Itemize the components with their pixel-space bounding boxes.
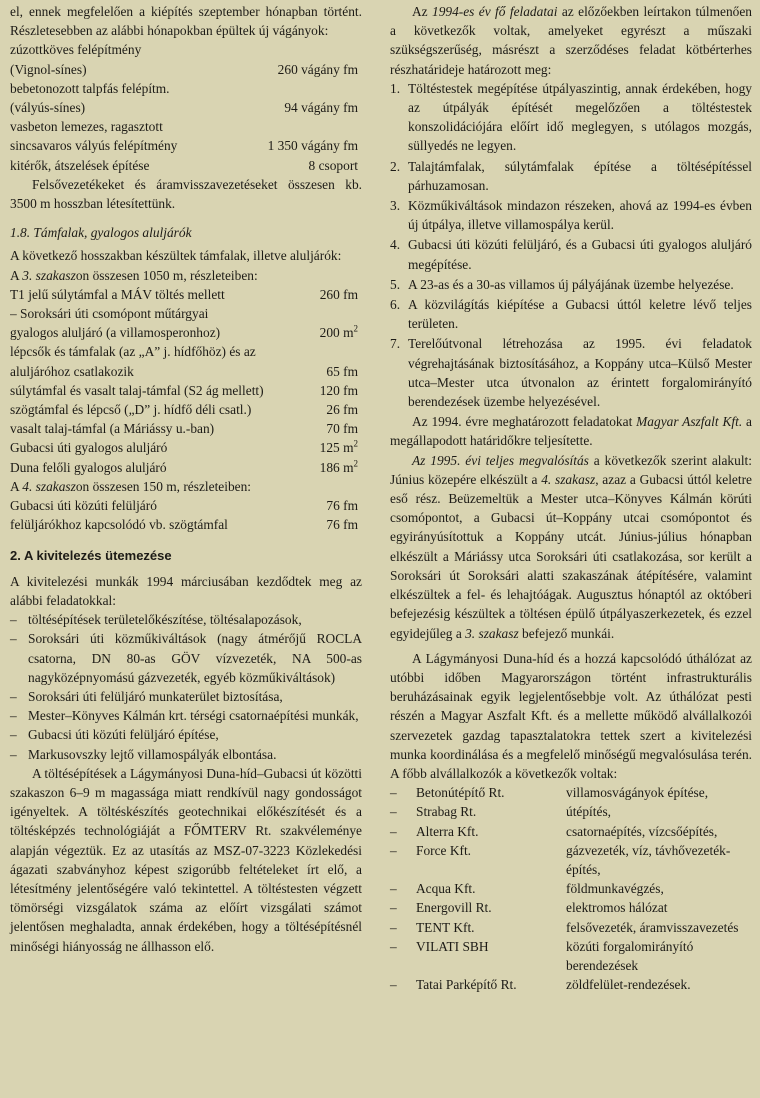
dash-marker: – <box>10 631 17 647</box>
dash-marker: – <box>10 688 17 704</box>
realization-1995-paragraph: Az 1995. évi teljes megvalósítás a következők szerint alakult: Június közepére elkészült a 4. szakasz, azaz a Gubacsi úttól keletre eső rész. Beüzemeltük a Mester utca–Könyves Kálmán körúti csomópontot, a Gubacsi út–Koppány utcai csomópontot és egyirányúsítottuk a Koppány utcát. Június-július hónapban elkészült a Máriássy utca Soroksári úti csatlakozása, sor került a Soroksári út Soroksári alatti szakaszának átépítésére, valamint elkészültek a fel- és lehajtóágak. Augusztus hónaptól az októberi befejezésig készültek a töltésen épülő útpályaszerkezetek, és ezzel egyidejűleg a 3. szakasz befejező munkái. <box>390 452 752 641</box>
track-row: sincsavaros vályús felépítmény 1 350 vágány fm <box>10 138 358 154</box>
wall-row: szögtámfal és lépcső („D” j. hídfő déli csatl.) 26 fm <box>10 402 358 418</box>
list-item: 1. Töltéstestek megépítése útpályaszintig, annak érdekében, hogy az útpályák építését megelőzően a töltéstestek konszolidációjára előírt idő meglegyen, s utólagos mozgás, süllyedés ne legyen. <box>390 80 752 154</box>
completion-1994-paragraph: Az 1994. évre meghatározott feladatokat Magyar Aszfalt Kft. a megállapodott határidőkre teljesítette. <box>390 414 753 449</box>
list-item: – Soroksári úti közműkiváltások (nagy átmérőjű ROCLA csatorna, DN 80-as GÖV vízvezeték, NA 500-as nagyközépnyomású gázvezeték, egyéb közműkiváltások) <box>10 631 362 685</box>
section-3-intro: A 3. szakaszon összesen 1050 m, részleteiben: <box>10 267 258 283</box>
wall-row: – Soroksári úti csomópont műtárgyai <box>10 306 209 322</box>
wall-row: lépcsők és támfalak (az „A” j. hídfőhöz) és az <box>10 344 256 360</box>
list-item: – töltésépítések területelőkészítése, töltésalapozások, <box>10 610 362 629</box>
list-item: – Markusovszky lejtő villamospályák elbontása. <box>10 745 362 764</box>
section-4-intro: A 4. szakaszon összesen 150 m, részleteiben: <box>10 478 252 494</box>
wall-row: Gubacsi úti gyalogos aluljáró 125 $m^2$ <box>10 439 358 456</box>
embankment-paragraph: A töltésépítések a Lágymányosi Duna-híd–Gubacsi út közötti szakaszon 6–9 m magassága miatt rendkívül nagy gondosságot igényeltek. A töltéskészítés geotechnikai előkészítését és a töltésképzés technológiáját a FŐMTERV Rt. szakvéleménye alapján végeztük. Ez az utasítás az MSZ-07-3223 Közlekedési ágazati szabványhoz képest szigorúbb feltételeket írt elő, a létesítmény jelentőségére való tekintettel. A töltéstesten végzett tömörségi vizsgálatok száma az előírt vizsgálati számot jelentősen meghaladta, annak érdekében, hogy a töltésépítésnél minőségi hiányosság ne állhasson elő. <box>10 765 362 954</box>
list-item: – Gubacsi úti közúti felüljáró építése, <box>10 725 362 744</box>
section-4-table <box>10 496 362 534</box>
list-item: 3. Közműkiváltások mindazon részeken, ahová az 1994-es évben új útpálya, illetve villamospálya kerül. <box>390 198 752 233</box>
task-list <box>10 610 362 764</box>
wall-row: aluljáróhoz csatlakozik 65 fm <box>10 363 358 379</box>
network-paragraph: A Lágymányosi Duna-híd és a hozzá kapcsolódó úthálózat az utóbbi időben Magyarországon történt infrastrukturális beruházásainak egyik legjelentősebbje volt. Az úthálózat pesti részén a Magyar Aszfalt Kft. és a mellette működő alvállalkozói szervezetek gazdag tapasztalatokra tettek szert a kivitelezési munka koordinálása és a megfelelő minőségű megvalósulása terén. A főbb alvállalkozók a következők voltak: <box>390 650 752 781</box>
section-1-8-heading: 1.8. Támfalak, gyalogos aluljárók <box>10 225 192 241</box>
numbered-list <box>390 79 752 411</box>
dash-marker: – <box>10 708 17 724</box>
dash-marker: – <box>10 727 17 743</box>
section-2-heading: 2. A kivitelezés ütemezése <box>10 548 172 564</box>
right-column <box>390 2 752 994</box>
contractor-row: – Force Kft. gázvezeték, víz, távhővezeték-építés, <box>390 842 731 877</box>
contractor-row: – Energovill Rt. elektromos hálózat <box>390 900 668 916</box>
contractor-row: – VILATI SBH közúti forgalomirányító berendezések <box>390 938 694 973</box>
list-item: – Mester–Könyves Kálmán krt. térségi csatornaépítési munkák, <box>10 706 362 725</box>
wall-row: T1 jelű súlytámfal a MÁV töltés mellett 260 fm <box>10 286 358 302</box>
list-item: 7. Terelőútvonal létrehozása az 1995. évi feladatok végrehajtásának biztosításához, a Koppány utca–Külső Mester utca–Mester utca útvonalon az érintett forgalomirányító berendezések üzembe helyezésével. <box>390 336 752 410</box>
track-row: (vályús-sínes) 94 vágány fm <box>10 100 358 116</box>
contractor-row: – Acqua Kft. földmunkavégzés, <box>390 881 664 897</box>
contractor-row: – Betonútépítő Rt. villamosvágányok építése, <box>390 785 709 801</box>
contractor-row: – TENT Kft. felsővezeték, áramvisszavezetés <box>390 919 739 935</box>
track-row: kitérők, átszelések építése 8 csoport <box>10 157 358 173</box>
retaining-wall-table <box>10 285 362 477</box>
track-table <box>10 40 362 174</box>
contractor-list <box>390 783 752 994</box>
wall-row: Duna felőli gyalogos aluljáró 186 $m^2$ <box>10 458 358 475</box>
contractor-row: – Tatai Parképítő Rt. zöldfelület-rendezések. <box>390 977 691 993</box>
bridge-row: felüljárókhoz kapcsolódó vb. szögtámfal 76 fm <box>10 517 358 533</box>
track-row: (Vignol-sínes) 260 vágány fm <box>10 61 358 77</box>
track-row: zúzottköves felépítmény <box>10 42 142 58</box>
list-item: 2. Talajtámfalak, súlytámfalak építése a töltésépítéssel párhuzamosan. <box>390 158 752 193</box>
intro-paragraph: el, ennek megfelelően a kiépítés szeptember hónapban történt. Részletesebben az alábbi hónapokban épültek új vágányok: <box>10 4 362 39</box>
contractor-row: – Strabag Rt. útépítés, <box>390 804 611 820</box>
section-1-8-intro: A következő hosszakban készültek támfalak, illetve aluljárók: <box>10 248 342 264</box>
contractor-row: – Alterra Kft. csatornaépítés, vízcsőépítés, <box>390 823 718 839</box>
wall-row: súlytámfal és vasalt talaj-támfal (S2 ág mellett) 120 fm <box>10 382 358 398</box>
left-column <box>10 2 362 956</box>
wall-row: vasalt talaj-támfal (a Máriássy u.-ban) 70 fm <box>10 421 358 437</box>
section-2-intro: A kivitelezési munkák 1994 márciusában kezdődtek meg az alábbi feladatokkal: <box>10 573 362 608</box>
dash-marker: – <box>10 746 17 762</box>
track-row: bebetonozott talpfás felépítm. <box>10 80 170 96</box>
wall-row: gyalogos aluljáró (a villamosperonhoz) 200 $m^2$ <box>10 323 358 341</box>
bridge-row: Gubacsi úti közúti felüljáró 76 fm <box>10 498 358 514</box>
list-item: 5. A 23-as és a 30-as villamos új pályájának üzembe helyezése. <box>390 276 734 292</box>
overhead-paragraph: Felsővezetékeket és áramvisszavezetéseket összesen kb. 3500 m hosszban létesítettünk. <box>10 176 362 212</box>
list-item: 6. A közvilágítás kiépítése a Gubacsi úttól keletre lévő teljes területen. <box>390 297 752 332</box>
tasks-1994-paragraph: Az 1994-es év fő feladatai az előzőekben leírtakon túlmenően a következők voltak, amelyeket egyrészt a műszaki szükségszerűség, másrészt a szerződéses feladat kötbérterhes részhatárideje határozott meg: <box>390 4 752 77</box>
list-item: – Soroksári úti felüljáró munkaterület biztosítása, <box>10 687 362 706</box>
dash-marker: – <box>10 612 17 628</box>
list-item: 4. Gubacsi úti közúti felüljáró, és a Gubacsi úti gyalogos aluljáró megépítése. <box>390 237 752 272</box>
track-row: vasbeton lemezes, ragasztott <box>10 119 163 135</box>
